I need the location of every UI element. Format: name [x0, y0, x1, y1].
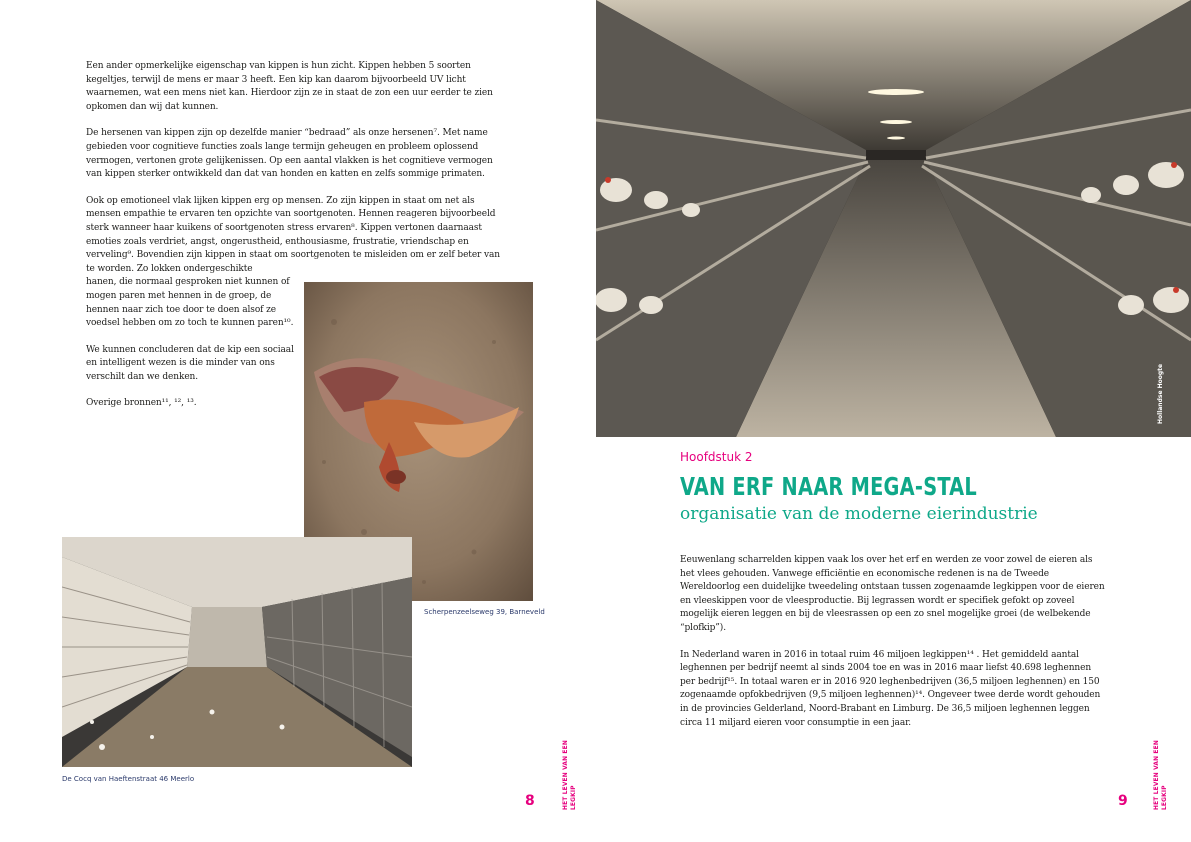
paragraph: In Nederland waren in 2016 in totaal ruim 46 miljoen legkippen¹⁴ . Het gemiddeld aantal leghennen per bedrijf neemt al sinds 2004 toe en was in 2016 maar liefst 40.698 leghennen per bedrijf¹⁵. In totaal waren er in 2016 920 leghenbedrijven (36,5 miljoen leghennen) en 150 zogenaamde opfokbedrijven (9,5 miljoen leghennen)¹⁴. Ongeveer twee derde wordt gehouden in de provincies Gelderland, Noord-Brabant en Limburg. De 36,5 miljoen leghennen leggen circa 11 miljard eieren voor consumptie in een jaar. — [680, 649, 1101, 728]
paragraph: Een ander opmerkelijke eigenschap van kippen is hun zicht. Kippen hebben 5 soorten kegeltjes, terwijl de mens er maar 3 heeft. Een kip kan daarom bijvoorbeeld UV licht waarnemen, wat een mens niet kan. Hierdoor zijn ze in staat de zon een uur eerder te zien opkomen dan wij dat kunnen. — [86, 61, 493, 112]
paragraph: Overige bronnen¹¹, ¹², ¹³. — [86, 398, 197, 409]
photo-credit: Hollandse Hoogte — [1157, 363, 1164, 424]
chapter-subtitle: organisatie van de moderne eierindustrie — [680, 504, 1038, 524]
side-label: HET LEVEN VAN EEN LEGKIP — [1152, 740, 1168, 810]
chapter-title: VAN ERF NAAR MEGA-STAL — [680, 472, 977, 501]
paragraph: hanen, die normaal gesproken niet kunnen of mogen paren met hennen in de groep, de hennen naar zich toe door te doen alsof ze voedsel hebben om zo toch te kunnen paren¹⁰. — [86, 277, 294, 329]
paragraph: Eeuwenlang scharrelden kippen vaak los over het erf en werden ze voor zowel de eieren als het vlees gehouden. Vanwege efficiëntie en economische redenen is na de Tweede Wereldoorlog een duidelijke tweedeling ontstaan tussen zogenaamde legkippen voor de eieren en vleeskippen voor de vleesproductie. Bij legrassen wordt er specifiek gefokt op zoveel mogelijk eieren leggen en bij de vleesrassen op een zo snel mogelijke groei (de welbekende “plofkip”). — [680, 555, 1105, 633]
right-page — [596, 0, 1191, 842]
side-label: HET LEVEN VAN EEN LEGKIP — [561, 740, 577, 810]
paragraph: We kunnen concluderen dat de kip een sociaal en intelligent wezen is die minder van ons verschilt dan we denken. — [86, 344, 294, 382]
battery-cage-photo — [596, 0, 1191, 437]
page-number: 9 — [1118, 793, 1128, 809]
paragraph: De hersenen van kippen zijn op dezelfde manier “bedraad” als onze hersenen⁷. Met name gebieden voor cognitieve functies zoals lange termijn geheugen en probleem oplossend vermogen, vertonen grote gelijkenissen. Op een aantal vlakken is het cognitieve vermogen van kippen sterker ontwikkeld dan dat van honden en katten en zelfs sommige primaten. — [86, 128, 493, 180]
dead-hen-caption: Scherpenzeelseweg 39, Barneveld — [424, 608, 545, 616]
page-number: 8 — [525, 793, 535, 809]
paragraph: Ook op emotioneel vlak lijken kippen erg op mensen. Zo zijn kippen in staat om net als mensen empathie te ervaren ten opzichte van soortgenoten. Hennen reageren bijvoorbeeld sterk wanneer haar kuikens of soortgenoten stress ervaren⁸. Kippen vertonen daarnaast emoties zoals verdriet, angst, ongerustheid, enthousiasme, frustratie, vriendschap en verveling⁹. Bovendien zijn kippen in staat om soortgenoten te misleiden om er zelf beter van te worden. Zo lokken ondergeschikte — [86, 195, 500, 274]
right-body-text — [680, 554, 1106, 743]
barn-photo — [62, 537, 412, 767]
chapter-kicker: Hoofdstuk 2 — [680, 450, 753, 464]
barn-caption: De Cocq van Haeftenstraat 46 Meerlo — [62, 775, 195, 783]
left-page — [0, 0, 595, 842]
